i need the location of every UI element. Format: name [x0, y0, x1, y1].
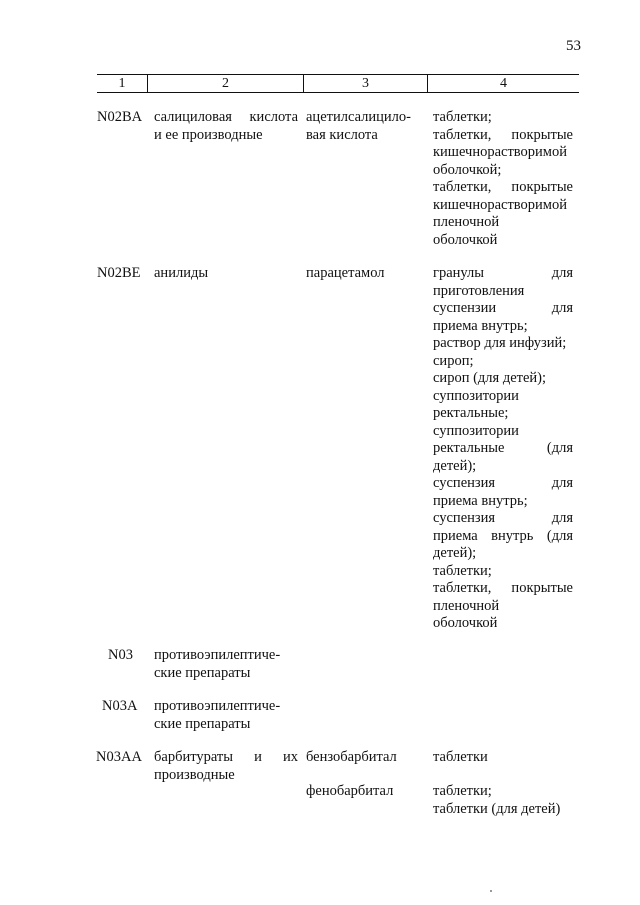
text-line: суспензия для	[433, 475, 573, 491]
header-col-1: 1	[118, 76, 126, 91]
text-line: производные	[154, 766, 235, 783]
dosage-forms	[433, 265, 573, 633]
group-name	[154, 698, 298, 733]
text-line: и ее производные	[154, 126, 263, 143]
text-line: таблетки (для детей)	[433, 800, 561, 817]
text-line: таблетки;	[433, 783, 492, 799]
text-line: оболочкой;	[433, 161, 502, 178]
dosage-forms	[433, 109, 573, 249]
text-line: салициловая кислота	[154, 109, 298, 125]
text-line: таблетки	[433, 749, 488, 765]
text-line: вая кислота	[306, 126, 378, 143]
text-line: ские препараты	[154, 715, 251, 732]
text-line: оболочкой	[433, 615, 498, 631]
group-name	[154, 109, 298, 144]
text-line: противоэпилептиче-	[154, 647, 281, 663]
text-line: таблетки;	[433, 109, 492, 125]
header-col-2: 2	[222, 76, 229, 91]
substance-name	[306, 749, 418, 767]
text-line: приема внутрь (для	[433, 527, 573, 544]
text-line: таблетки, покрытые	[433, 580, 573, 596]
text-line: ацетилсалицило-	[306, 109, 411, 125]
header-col-3: 3	[362, 76, 369, 91]
text-line: приема внутрь;	[433, 317, 528, 334]
text-line: суппозитории	[433, 422, 519, 439]
text-line: фенобарбитал	[306, 783, 394, 799]
text-line: анилиды	[154, 265, 209, 281]
text-line: противоэпилептиче-	[154, 698, 281, 714]
text-line: приема внутрь;	[433, 492, 528, 509]
text-line: детей);	[433, 545, 477, 561]
text-line: бензобарбитал	[306, 749, 397, 765]
text-line: суспензия для	[433, 510, 573, 526]
text-line: суппозитории	[433, 387, 519, 404]
text-line: барбитураты и их	[154, 749, 298, 765]
dosage-forms	[433, 749, 573, 767]
text-line: парацетамол	[306, 265, 385, 281]
text-line: пленочной	[433, 214, 500, 230]
text-line: таблетки;	[433, 562, 492, 579]
group-name	[154, 265, 298, 283]
text-line: кишечнорастворимой	[433, 144, 567, 160]
text-line: суспензии для	[433, 300, 573, 316]
text-line: ские препараты	[154, 664, 251, 681]
text-line: таблетки, покрытые	[433, 179, 573, 195]
atc-code: N02BA	[97, 109, 143, 125]
text-line: детей);	[433, 457, 477, 474]
group-name	[154, 749, 298, 784]
text-line: раствор для инфузий;	[433, 335, 567, 351]
header-col-4: 4	[500, 76, 507, 91]
text-line: приготовления	[433, 282, 525, 299]
group-name	[154, 647, 298, 682]
scan-speck	[490, 890, 492, 892]
text-line: сироп (для детей);	[433, 370, 547, 386]
table-header-row	[97, 74, 579, 93]
atc-code: N02BE	[97, 265, 141, 281]
substance-name	[306, 783, 418, 801]
text-line: гранулы для	[433, 265, 573, 281]
text-line: пленочной	[433, 597, 500, 614]
atc-code: N03AA	[96, 749, 142, 765]
text-line: оболочкой	[433, 231, 498, 248]
text-line: таблетки, покрытые	[433, 126, 573, 143]
text-line: сироп;	[433, 352, 474, 369]
substance-name	[306, 265, 418, 283]
dosage-forms	[433, 783, 573, 818]
atc-code: N03	[108, 647, 133, 663]
substance-name	[306, 109, 418, 144]
atc-code: N03A	[102, 698, 138, 714]
page-number: 53	[566, 38, 581, 54]
text-line: ректальные (для	[433, 440, 573, 456]
text-line: кишечнорастворимой	[433, 196, 567, 213]
text-line: ректальные;	[433, 405, 509, 421]
